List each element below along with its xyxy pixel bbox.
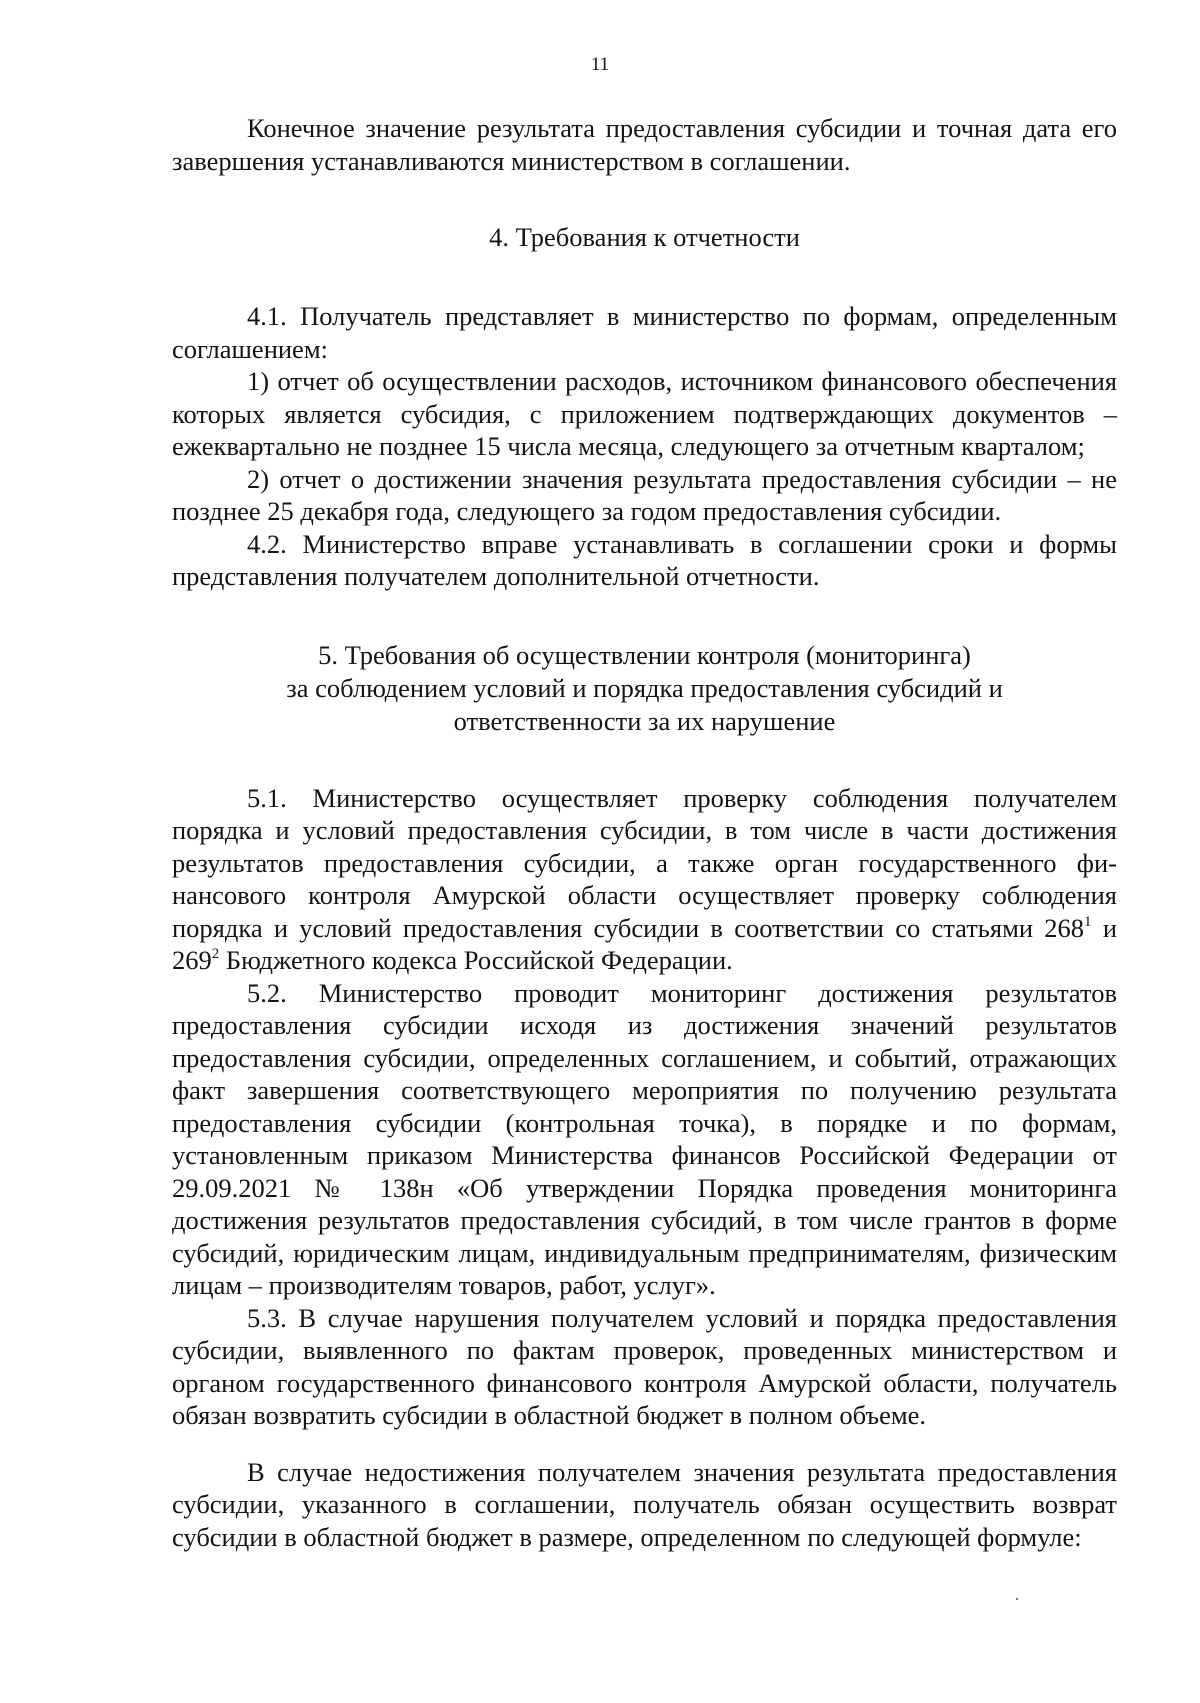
scan-speck xyxy=(1016,1598,1018,1600)
superscript-2: 2 xyxy=(211,946,220,962)
page-number: 11 xyxy=(590,54,610,75)
paragraph-4-1-item-2: 2) отчет о достижении значения результата предоставления субсидии – не позднее 25 декабря года, следующего за годом предоставления субсидии. xyxy=(172,463,1117,526)
paragraph-5-2: 5.2. Министерство проводит мониторинг достижения результатов предоставления субсидии исходя из достижения значений результатов предоставления субсидии, определенных соглашением, и событий, отражающих факт завершения соответствующего мероприятия по получению результата предоставления субсидии (контрольная точка), в порядке и по формам, установленным приказом Министерства финансов Российской Федерации от 29.09.2021 № 138н «Об утверждении Порядка проведения мониторинга достижения результатов предоставления субсидий, в том числе грантов в форме субсидий, юридическим лицам, индивидуальным предпринимателям, физическим лицам – производителям товаров, работ, услуг». xyxy=(172,977,1117,1300)
section-4-title: 4. Требования к отчетности xyxy=(489,222,800,252)
paragraph-5-3: 5.3. В случае нарушения получателем условий и порядка предоставления субсидии, выявленного по фактам проверок, проведенных министерством и органом государственного финансового контроля Амурской области, получатель обязан возвратить субсидии в областной бюджет в полном объеме. xyxy=(172,1302,1117,1430)
superscript-1: 1 xyxy=(1084,913,1092,930)
section-5-title-line-3: ответственности за их нарушение xyxy=(453,705,836,736)
paragraph-4-1-item-1: 1) отчет об осуществлении расходов, источником финансового обеспечения которых является субсидия, с приложением подтверждающих документов – ежеквартально не позднее 15 числа месяца, следующего за отчетным кварталом; xyxy=(172,366,1117,461)
paragraph-5-1 xyxy=(172,782,1117,977)
paragraph-5-1-text-b: и 269 xyxy=(172,912,1117,975)
paragraph-5-1-text-c: Бюджетного кодекса Российской Федерации. xyxy=(219,945,733,975)
paragraph-4-2: 4.2. Министерство вправе устанавливать в соглашении сроки и формы представления получателем дополнительной отчетности. xyxy=(172,528,1117,591)
section-5-title-line-2: за соблюдением условий и порядка предоставления субсидий и xyxy=(286,672,1003,703)
section-5-title-line-1: 5. Требования об осуществлении контроля (мониторинга) xyxy=(318,639,971,670)
section-5-title xyxy=(172,639,1117,738)
paragraph-5-4: В случае недостижения получателем значения результата предоставления субсидии, указанного в соглашении, получатель обязан осуществить возврат субсидии в областной бюджет в размере, определенном по следующей формуле: xyxy=(172,1456,1117,1552)
paragraph-4-1: 4.1. Получатель представляет в министерство по формам, определенным соглашением: xyxy=(172,301,1117,364)
intro-paragraph: Конечное значение результата предоставления субсидии и точная дата его завершения устанавливаются министерством в соглашении. xyxy=(172,113,1117,176)
document-body xyxy=(172,112,1117,1553)
paragraph-5-1-text-a: 5.1. Министерство осуществляет проверку соблюдения получателем порядка и условий предоставления субсидии, в том числе в части достижения результатов предоставления субсидии, а также орган государственного финансового контроля Амурской области осуществляет проверку соблюдения порядка и условий предоставления субсидии в соответствии со статьями 268 xyxy=(172,782,1117,943)
